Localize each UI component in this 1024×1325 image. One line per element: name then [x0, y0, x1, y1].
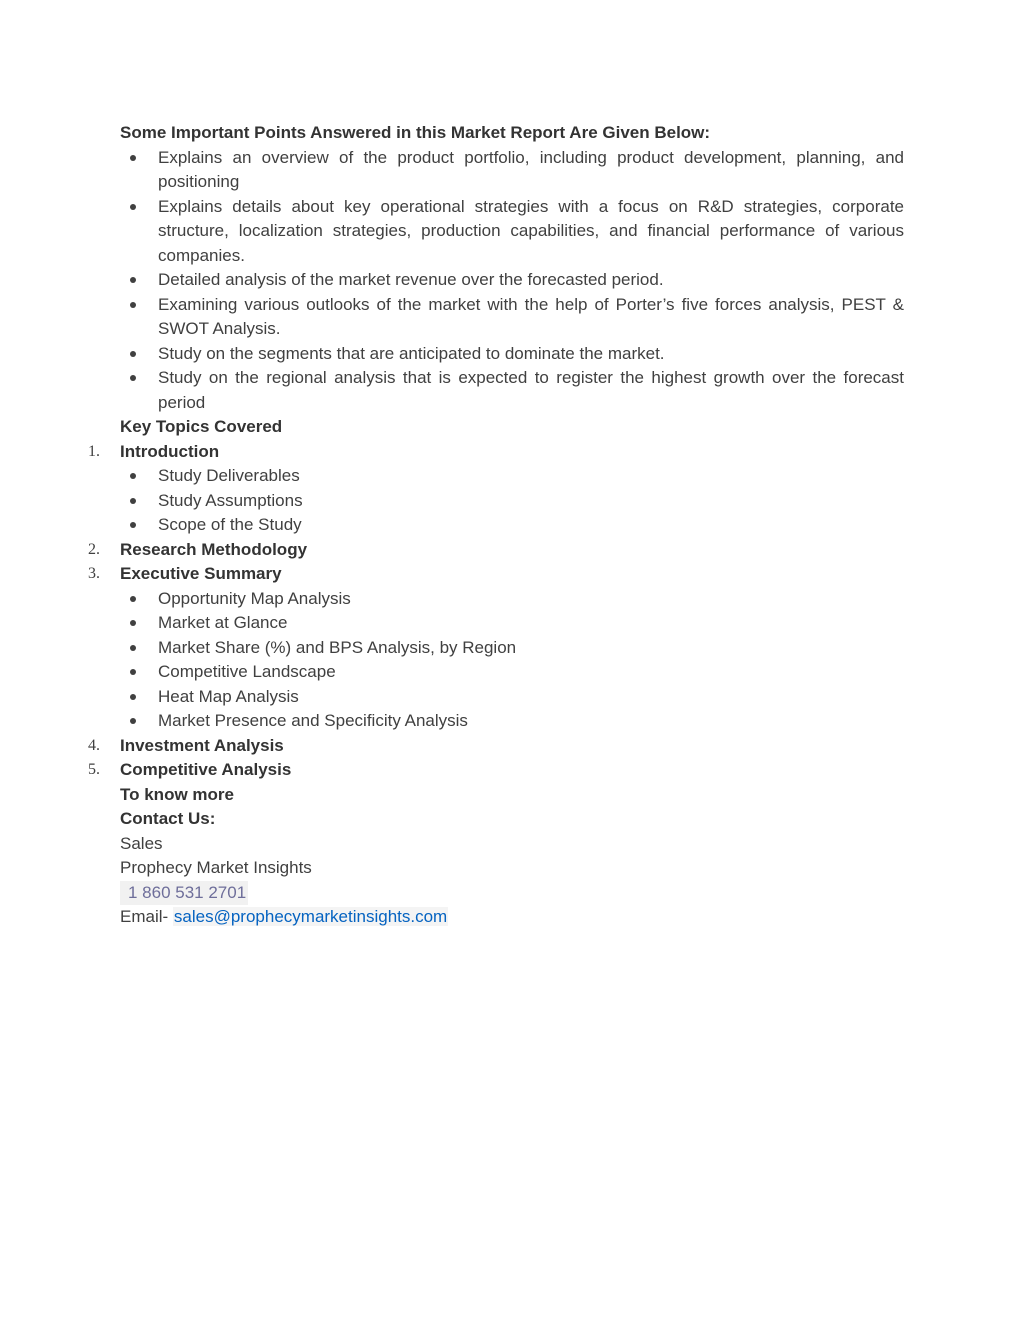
list-item — [120, 636, 904, 661]
topic-number: 5. — [88, 761, 100, 778]
contact-department: Sales — [120, 833, 163, 853]
list-item — [120, 293, 904, 342]
topic-competitive-analysis — [88, 758, 904, 783]
list-item — [120, 660, 904, 685]
list-item — [120, 342, 904, 367]
list-item — [120, 366, 904, 415]
bullet-icon — [130, 473, 136, 479]
contact-phone-row — [120, 881, 904, 906]
report-content — [88, 121, 904, 930]
bullet-icon — [130, 277, 136, 283]
point-text: Explains an overview of the product portfolio, including product development, planning, and positioning — [158, 147, 904, 191]
list-item — [120, 611, 904, 636]
bullet-icon — [130, 596, 136, 602]
point-text: Study on the segments that are anticipated to dominate the market. — [158, 343, 665, 363]
topic-executive-summary — [88, 562, 904, 587]
subtopic-text: Competitive Landscape — [158, 662, 336, 681]
list-item — [120, 489, 904, 514]
topic-number: 1. — [88, 442, 100, 460]
subtopic-text: Market Presence and Specificity Analysis — [158, 711, 468, 730]
list-item — [120, 268, 904, 293]
point-text: Detailed analysis of the market revenue over the forecasted period. — [158, 270, 664, 289]
bullet-icon — [130, 718, 136, 724]
point-text: Study on the regional analysis that is expected to register the highest growth over the forecast period — [158, 368, 904, 412]
subtopic-text: Opportunity Map Analysis — [158, 588, 351, 608]
list-item — [120, 195, 904, 269]
topic-number: 4. — [88, 736, 100, 754]
points-heading: Some Important Points Answered in this Market Report Are Given Below: — [120, 123, 711, 142]
know-more-heading: To know more — [120, 784, 234, 804]
bullet-icon — [130, 694, 136, 700]
contact-company: Prophecy Market Insights — [120, 858, 312, 877]
topic-title: Introduction — [120, 441, 220, 461]
topic-research-methodology — [88, 538, 904, 563]
list-item — [120, 587, 904, 612]
point-text: Examining various outlooks of the market with the help of Porter’s five forces analysis, PEST & SWOT Analysis. — [158, 294, 904, 338]
email-link[interactable]: sales@prophecymarketinsights.com — [173, 907, 448, 926]
bullet-icon — [130, 498, 136, 504]
topic-title: Investment Analysis — [120, 735, 284, 755]
topic-title: Executive Summary — [120, 564, 282, 583]
subtopic-text: Study Deliverables — [158, 466, 300, 485]
point-text: Explains details about key operational strategies with a focus on R&D strategies, corporate structure, localization strategies, production capabilities, and financial performance of various companies. — [158, 196, 904, 265]
email-label: Email- — [120, 907, 173, 926]
topic-investment-analysis — [88, 734, 904, 759]
subtopic-text: Heat Map Analysis — [158, 686, 299, 706]
contact-email-row — [120, 905, 904, 930]
topic-number: 3. — [88, 565, 100, 582]
points-list — [120, 146, 904, 416]
bullet-icon — [130, 375, 136, 381]
bullet-icon — [130, 351, 136, 357]
bullet-icon — [130, 669, 136, 675]
topic-number: 2. — [88, 540, 100, 558]
subtopic-text: Study Assumptions — [158, 490, 303, 510]
topic-introduction — [88, 440, 904, 465]
list-item — [120, 464, 904, 489]
bullet-icon — [130, 302, 136, 308]
bullet-icon — [130, 155, 136, 161]
introduction-subtopics — [120, 464, 904, 538]
topics-heading: Key Topics Covered — [120, 417, 283, 436]
bullet-icon — [130, 522, 136, 528]
list-item — [120, 709, 904, 734]
contact-phone[interactable]: 1 860 531 2701 — [120, 881, 248, 906]
subtopic-text: Market Share (%) and BPS Analysis, by Region — [158, 637, 517, 657]
bullet-icon — [130, 645, 136, 651]
topic-title: Research Methodology — [120, 539, 308, 559]
executive-summary-subtopics — [120, 587, 904, 734]
bullet-icon — [130, 204, 136, 210]
list-item — [120, 685, 904, 710]
topic-title: Competitive Analysis — [120, 760, 292, 779]
subtopic-text: Market at Glance — [158, 613, 288, 632]
contact-heading: Contact Us: — [120, 809, 216, 828]
bullet-icon — [130, 620, 136, 626]
list-item — [120, 146, 904, 195]
subtopic-text: Scope of the Study — [158, 515, 302, 534]
list-item — [120, 513, 904, 538]
